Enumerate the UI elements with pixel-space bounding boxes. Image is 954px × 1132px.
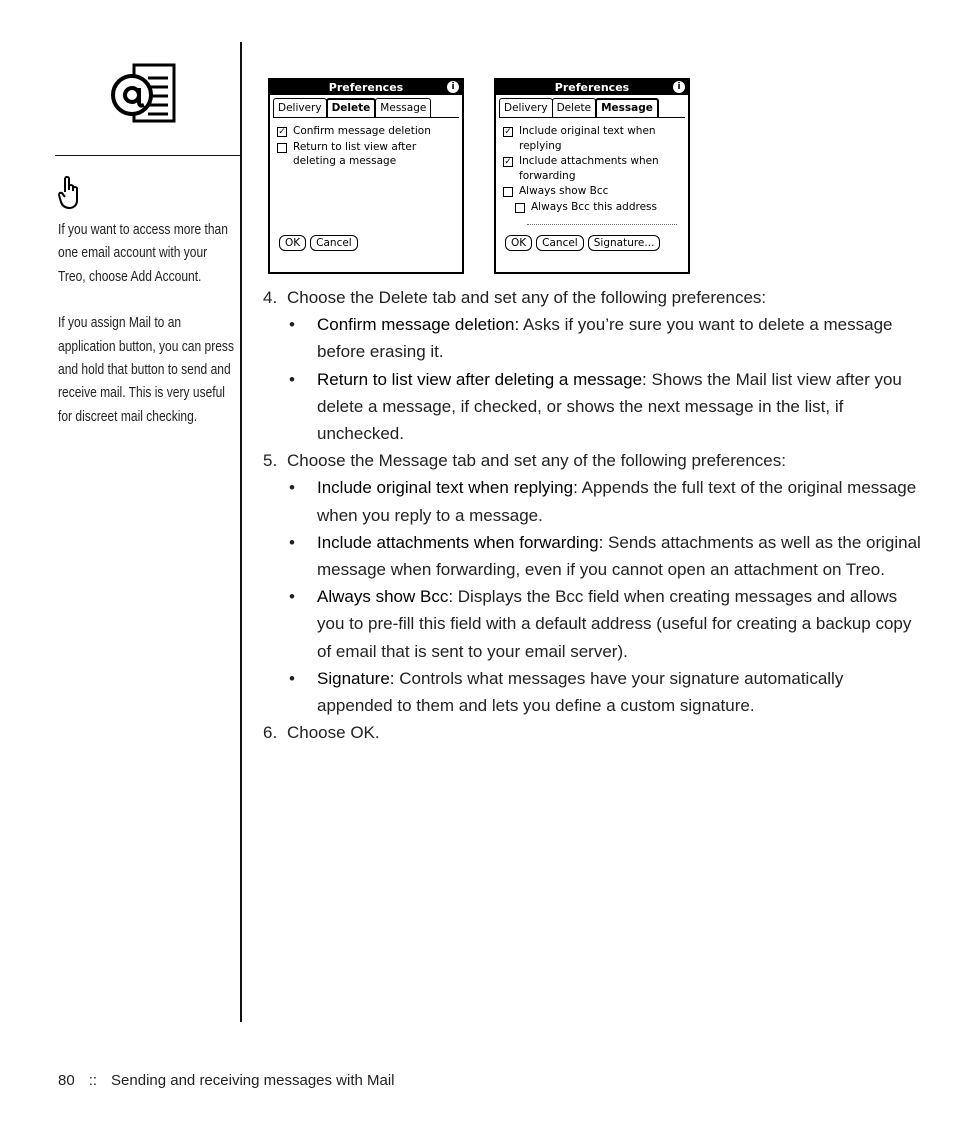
step-5: 5. Choose the Message tab and set any of the following preferences: (263, 451, 786, 471)
footer-separator: :: (88, 1072, 98, 1089)
pointing-hand-icon (58, 176, 80, 210)
screen-title: Preferences i (496, 80, 688, 95)
confirm-deletion-option[interactable]: ✓ Confirm message deletion (278, 125, 431, 137)
screen-title: Preferences i (270, 80, 462, 95)
bullet-item: • Confirm message deletion: Asks if you’re sure you want to delete a message before erasing it. (289, 315, 893, 362)
instructions (263, 284, 923, 746)
tab-panel (499, 117, 685, 256)
tab-delete[interactable]: Delete (552, 98, 597, 117)
step-4: 4. Choose the Delete tab and set any of the following preferences: (263, 288, 767, 307)
tip-text: If you want to access more than one email account with your Treo, choose Add Account. (58, 222, 228, 285)
tab-message[interactable]: Message (375, 98, 431, 117)
bullet-item: • Return to list view after deleting a message: Shows the Mail list view after you delete a message, if checked, or shows the next message in the list, if unchecked. (289, 369, 902, 444)
include-original-text-option[interactable]: ✓ Include original text when replying (504, 125, 656, 152)
include-attachments-option[interactable]: ✓ Include attachments when forwarding (504, 155, 659, 182)
preferences-message-screen (494, 78, 690, 274)
bullet-item: • Include original text when replying: Appends the full text of the original message when you reply to a message. (289, 478, 917, 525)
page-number: 80 (58, 1072, 75, 1089)
checkbox-checked[interactable]: ✓ (278, 127, 286, 137)
tab-delivery[interactable]: Delivery (273, 98, 327, 117)
checkbox-unchecked[interactable] (277, 143, 287, 153)
step-6: 6. Choose OK. (263, 723, 380, 743)
tab-message[interactable]: Message (595, 98, 659, 117)
vertical-rule (240, 42, 242, 1022)
tip-text: If you assign Mail to an application button, you can press and hold that button to send and receive mail. This is very useful for discreet mail checking. (58, 315, 234, 425)
info-icon[interactable]: i (673, 81, 685, 93)
tab-delete[interactable]: Delete (326, 98, 377, 117)
bullet-item: • Signature: Controls what messages have your signature automatically appended to them and lets you define a custom signature. (289, 668, 844, 716)
checkbox-checked[interactable]: ✓ (504, 157, 512, 167)
always-bcc-address-option[interactable]: Always Bcc this address (513, 200, 683, 215)
checkbox-unchecked[interactable] (515, 203, 525, 213)
sidebar-tips (58, 219, 234, 452)
sidebar-rule (55, 155, 241, 156)
tab-bar (499, 98, 688, 117)
bullet-item: • Always show Bcc: Displays the Bcc field when creating messages and allows you to pre-fill this field with a default address (useful for creating a backup copy of email that is sent to your email server). (289, 587, 912, 661)
ok-button[interactable]: OK (505, 235, 532, 251)
preferences-delete-screen (268, 78, 464, 274)
tab-bar (273, 98, 462, 117)
bullet-item: • Include attachments when forwarding: Sends attachments as well as the original message when forwarding, even if you cannot open an attachment on Treo. (289, 532, 921, 580)
signature-button[interactable]: Signature... (588, 235, 661, 251)
page-footer (58, 1072, 395, 1089)
info-icon[interactable]: i (447, 81, 459, 93)
return-to-list-option[interactable]: Return to list view after deleting a message (275, 140, 457, 169)
always-show-bcc-option[interactable]: Always show Bcc (501, 184, 683, 199)
checkbox-checked[interactable]: ✓ (504, 127, 512, 137)
tab-delivery[interactable]: Delivery (499, 98, 553, 117)
tab-panel (273, 117, 459, 256)
cancel-button[interactable]: Cancel (536, 235, 584, 251)
checkbox-unchecked[interactable] (503, 187, 513, 197)
bcc-address-field[interactable] (527, 224, 677, 225)
section-title: Sending and receiving messages with Mail (111, 1072, 395, 1089)
email-document-icon (108, 62, 178, 126)
ok-button[interactable]: OK (279, 235, 306, 251)
cancel-button[interactable]: Cancel (310, 235, 358, 251)
